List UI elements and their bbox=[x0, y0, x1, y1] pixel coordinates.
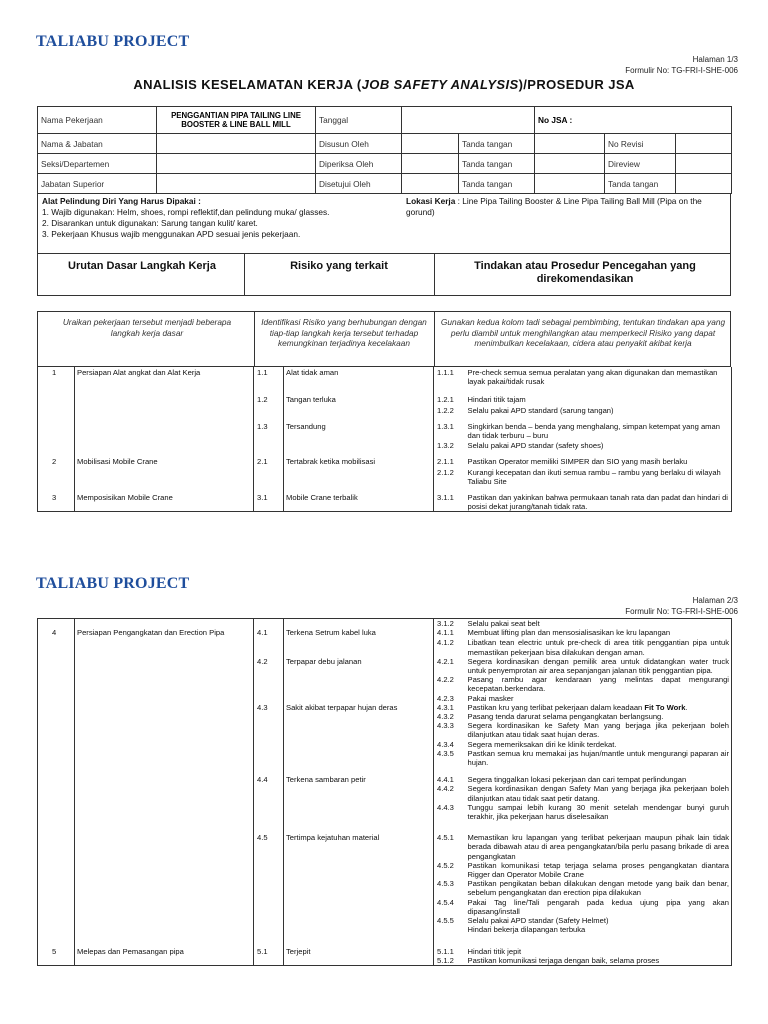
risk-text: Alat tidak aman bbox=[284, 367, 434, 394]
risk-number: 4.3 bbox=[257, 702, 268, 712]
label-no-revisi: No Revisi bbox=[605, 134, 676, 154]
step-number bbox=[38, 898, 75, 916]
risk-text: Terkena sambaran petir bbox=[284, 775, 434, 784]
step-text bbox=[75, 740, 254, 749]
risk-text: Tangan terluka bbox=[284, 394, 434, 404]
action-number: 4.4.3 bbox=[437, 802, 454, 812]
action-text: Pastikan komunikasi tetap terjaga selama proses pengangkatan diantara Rigger dan Operator Mobile Crane bbox=[467, 860, 729, 880]
action-number: 4.5.2 bbox=[437, 860, 454, 870]
diperiksa-value bbox=[402, 154, 459, 174]
action-text: Hindari titik tajam bbox=[467, 395, 526, 405]
table-row bbox=[38, 803, 732, 833]
step-text bbox=[75, 394, 254, 404]
tanggal-value bbox=[402, 107, 535, 134]
step-number: 3 bbox=[52, 493, 57, 503]
label-no-jsa: No JSA : bbox=[535, 107, 732, 134]
step-number bbox=[38, 394, 75, 404]
title-emphasis: JOB SAFETY ANALYSIS bbox=[361, 77, 519, 92]
risk-number bbox=[254, 898, 284, 916]
action-number: 1.3.2 bbox=[437, 441, 454, 451]
table-row bbox=[38, 440, 732, 456]
seksi-value bbox=[157, 154, 316, 174]
apd-item: 1. Wajib digunakan: Helm, shoes, rompi reflektif,dan pelindung muka/ glasses. bbox=[42, 207, 330, 217]
risk-text: Tersandung bbox=[284, 421, 434, 440]
step-text bbox=[75, 421, 254, 440]
risk-number bbox=[254, 916, 284, 925]
action-text: Pasang tenda darurat selama pengangkatan berlangsung. bbox=[467, 712, 664, 722]
action-number: 4.3.2 bbox=[437, 712, 454, 722]
step-number bbox=[38, 925, 75, 946]
table-row bbox=[38, 749, 732, 775]
action-number: 1.2.1 bbox=[437, 395, 454, 405]
disusun-value bbox=[402, 134, 459, 154]
action-text: Kurangi kecepatan dan ikuti semua rambu – rambu yang berlaku di wilayah Taliabu Site bbox=[467, 467, 721, 486]
risk-text: Terpapar debu jalanan bbox=[284, 657, 434, 675]
jsa-table-page-1 bbox=[37, 367, 732, 512]
risk-text bbox=[284, 619, 434, 629]
page-number: Halaman 2/3 bbox=[692, 596, 738, 605]
step-text bbox=[75, 879, 254, 897]
lokasi-kerja bbox=[406, 196, 728, 218]
risk-number bbox=[254, 467, 284, 492]
step-number: 1 bbox=[52, 368, 57, 377]
step-text bbox=[75, 694, 254, 703]
desc-col-3: Gunakan kedua kolom tadi sebagai pembimbing, tentukan tindakan apa yang perlu diambil untuk menghilangkan atau memperkecil Risiko yang dapat menimbulkan kecelakaan, cidera atau penyakit akibat kerja bbox=[440, 317, 726, 348]
label-disusun: Disusun Oleh bbox=[316, 134, 402, 154]
disetujui-value bbox=[402, 174, 459, 194]
no-revisi-value bbox=[676, 134, 732, 154]
action-text: Membuat lifting plan dan mensosialisasikan ke kru lapangan bbox=[467, 628, 671, 638]
action-number bbox=[434, 925, 466, 946]
risk-text bbox=[284, 898, 434, 916]
description-header bbox=[37, 311, 731, 367]
risk-number bbox=[254, 740, 284, 749]
table-row bbox=[38, 740, 732, 749]
table-row bbox=[38, 619, 732, 629]
table-row bbox=[38, 721, 732, 739]
label-tanda-tangan-2: Tanda tangan bbox=[459, 154, 535, 174]
risk-text bbox=[284, 956, 434, 966]
action-text: Pastikan komunikasi terjaga dengan baik, selama proses bbox=[467, 955, 660, 965]
action-number: 4.3.1 bbox=[437, 702, 454, 712]
action-text: Singkirkan benda – benda yang menghalang, simpan ketempat yang aman dan tidak terburu – buru bbox=[467, 421, 720, 441]
label-tanggal: Tanggal bbox=[316, 107, 402, 134]
risk-number bbox=[254, 784, 284, 802]
risk-text bbox=[284, 694, 434, 703]
action-text: Pasang rambu agar kendaraan yang melintas dapat mengurangi kecepatan.berkendara. bbox=[467, 675, 729, 694]
table-row bbox=[38, 712, 732, 721]
action-number: 4.5.1 bbox=[437, 833, 454, 843]
step-number: 4 bbox=[52, 628, 57, 638]
action-number: 1.2.2 bbox=[437, 405, 454, 415]
risk-number: 1.2 bbox=[257, 395, 268, 405]
risk-number bbox=[254, 712, 284, 721]
action-text: Selalu pakai APD standard (sarung tangan) bbox=[467, 405, 614, 415]
table-row bbox=[38, 861, 732, 879]
step-number bbox=[38, 421, 75, 440]
risk-number bbox=[254, 749, 284, 775]
step-col-3: Tindakan atau Prosedur Pencegahan yang direkomendasikan bbox=[474, 260, 696, 285]
table-row bbox=[38, 405, 732, 421]
action-text: Segera kordinasikan dengan Safety Man yang berjaga jika pekerjaan boleh dilanjutkan atau tidak saat petir datang. bbox=[467, 784, 729, 803]
step-text: Mobilisasi Mobile Crane bbox=[75, 456, 254, 466]
apd-list bbox=[42, 196, 402, 240]
risk-text: Tertimpa kejatuhan material bbox=[284, 833, 434, 861]
action-number: 4.5.5 bbox=[437, 916, 454, 926]
tanda-tangan-3-value bbox=[535, 174, 605, 194]
table-row bbox=[38, 925, 732, 946]
table-row bbox=[38, 703, 732, 712]
risk-text bbox=[284, 925, 434, 946]
action-text: Segera kordinasikan dengan pemilik area untuk didatangkan water truck untuk penyemprotan air area sepanjangan jalanan titik penggantian pipa. bbox=[467, 656, 729, 676]
table-row bbox=[38, 916, 732, 925]
table-row bbox=[38, 421, 732, 440]
step-number bbox=[38, 405, 75, 421]
step-number: 2 bbox=[52, 457, 57, 467]
step-number bbox=[38, 879, 75, 897]
step-text bbox=[75, 784, 254, 802]
label-tanda-tangan-3: Tanda tangan bbox=[459, 174, 535, 194]
step-col-2: Risiko yang terkait bbox=[290, 260, 388, 272]
action-number: 2.1.2 bbox=[437, 467, 454, 477]
action-text: Selalu pakai seat belt bbox=[467, 619, 540, 628]
apd-item: 2. Disarankan untuk digunakan: Sarung tangan kulit/ karet. bbox=[42, 218, 258, 228]
risk-text bbox=[284, 440, 434, 456]
risk-text: Sakit akibat terpapar hujan deras bbox=[284, 703, 434, 712]
risk-text bbox=[284, 740, 434, 749]
risk-number bbox=[254, 694, 284, 703]
action-text: Pakai Tag line/Tali pengarah pada kedua ujung pipa yang akan dipasang/install bbox=[467, 897, 729, 916]
action-text: Segera kordinasikan ke Safety Man yang berjaga jika pekerjaan boleh dilanjutkan atau tidak saat hujan deras. bbox=[467, 721, 729, 740]
risk-number: 4.4 bbox=[257, 775, 268, 785]
risk-number bbox=[254, 638, 284, 656]
action-number: 4.1.2 bbox=[437, 638, 454, 648]
step-number bbox=[38, 749, 75, 775]
step-number bbox=[38, 675, 75, 693]
step-text bbox=[75, 467, 254, 492]
risk-number: 4.5 bbox=[257, 833, 268, 843]
page-meta bbox=[625, 595, 738, 617]
step-text bbox=[75, 712, 254, 721]
action-text: Pastikan dan yakinkan bahwa permukaan tanah rata dan padat dan hindari di posisi dekat jurang/tanah tidak rata. bbox=[467, 493, 728, 512]
step-number bbox=[38, 861, 75, 879]
risk-text bbox=[284, 638, 434, 656]
nama-jabatan-value bbox=[157, 134, 316, 154]
step-number bbox=[38, 467, 75, 492]
risk-number bbox=[254, 803, 284, 833]
step-number bbox=[38, 712, 75, 721]
form-number: Formulir No: TG-FRI-I-SHE-006 bbox=[625, 66, 738, 75]
step-number bbox=[38, 638, 75, 656]
direview-value bbox=[676, 154, 732, 174]
risk-number bbox=[254, 721, 284, 739]
nama-pekerjaan-value: PENGGANTIAN PIPA TAILING LINE BOOSTER & LINE BALL MILL bbox=[157, 107, 316, 134]
step-text: Persiapan Alat angkat dan Alat Kerja bbox=[75, 367, 254, 394]
step-number bbox=[38, 440, 75, 456]
risk-number bbox=[254, 619, 284, 629]
step-text bbox=[75, 703, 254, 712]
risk-text: Terjepit bbox=[284, 947, 434, 956]
risk-number: 3.1 bbox=[257, 493, 268, 503]
risk-text bbox=[284, 405, 434, 421]
table-row bbox=[38, 956, 732, 966]
risk-number bbox=[254, 879, 284, 897]
risk-text bbox=[284, 861, 434, 879]
action-text: Segera memeriksakan diri ke klinik terdekat. bbox=[467, 739, 617, 749]
step-text bbox=[75, 775, 254, 784]
table-row bbox=[38, 657, 732, 675]
label-tanda-tangan-4: Tanda tangan bbox=[605, 174, 676, 194]
lokasi-value: : Line Pipa Tailing Booster & Line Pipa Tailing Ball Mill (Pipa on the gorund) bbox=[406, 196, 702, 217]
risk-number bbox=[254, 861, 284, 879]
table-row bbox=[38, 367, 732, 394]
step-text: Memposisikan Mobile Crane bbox=[75, 492, 254, 512]
table-row bbox=[38, 467, 732, 492]
risk-text bbox=[284, 712, 434, 721]
step-text bbox=[75, 916, 254, 925]
label-tanda-tangan-1: Tanda tangan bbox=[459, 134, 535, 154]
step-text bbox=[75, 833, 254, 861]
action-text: Pastkan semua kru memakai jas hujan/mantle untuk mengurangi paparan air hujan. bbox=[467, 748, 729, 768]
action-text: Hindari bekerja dilapangan terbuka bbox=[467, 925, 586, 935]
lokasi-label: Lokasi Kerja bbox=[406, 196, 456, 206]
risk-text bbox=[284, 749, 434, 775]
risk-number: 1.1 bbox=[257, 368, 268, 377]
tanda-tangan-2-value bbox=[535, 154, 605, 174]
action-text: Tunggu sampai lebih kurang 30 menit setelah mendengar bunyi guruh terakhir, jika pekerjaan harus diselesaikan bbox=[467, 802, 729, 822]
tanda-tangan-1-value bbox=[535, 134, 605, 154]
step-text bbox=[75, 657, 254, 675]
action-text: Selalu pakai APD standar (safety shoes) bbox=[467, 441, 604, 451]
action-number: 2.1.1 bbox=[437, 457, 454, 467]
desc-col-2: Identifikasi Risiko yang berhubungan dengan tiap-tiap langkah kerja tersebut terhadap kemungkinan terjadinya kecelakaan bbox=[261, 317, 427, 348]
step-text: Persiapan Pengangkatan dan Erection Pipa bbox=[75, 628, 254, 638]
step-text bbox=[75, 440, 254, 456]
step-text bbox=[75, 925, 254, 946]
step-number bbox=[38, 784, 75, 802]
risk-text: Terkena Setrum kabel luka bbox=[284, 628, 434, 638]
table-row bbox=[38, 394, 732, 404]
apd-title: Alat Pelindung Diri Yang Harus Dipakai : bbox=[42, 196, 201, 206]
step-number bbox=[38, 956, 75, 966]
risk-number bbox=[254, 925, 284, 946]
action-number: 5.1.1 bbox=[437, 946, 454, 956]
jabatan-superior-value bbox=[157, 174, 316, 194]
label-nama-pekerjaan: Nama Pekerjaan bbox=[38, 107, 157, 134]
action-number: 1.3.1 bbox=[437, 421, 454, 431]
step-number bbox=[38, 803, 75, 833]
step-text bbox=[75, 675, 254, 693]
step-number bbox=[38, 740, 75, 749]
step-number bbox=[38, 694, 75, 703]
action-text: Pastikan kru yang terlibat pekerjaan dalam keadaan Fit To Work. bbox=[467, 702, 688, 712]
label-disetujui: Disetujui Oleh bbox=[316, 174, 402, 194]
action-number: 4.1.1 bbox=[437, 628, 454, 638]
step-number bbox=[38, 833, 75, 861]
step-text bbox=[75, 861, 254, 879]
action-text: Selalu pakai APD standar (Safety Helmet) bbox=[467, 916, 609, 926]
action-text: Pre-check semua semua peralatan yang akan digunakan dan memastikan layak pakai/tidak rusak bbox=[467, 368, 718, 387]
step-text bbox=[75, 405, 254, 421]
action-number: 4.2.3 bbox=[437, 693, 454, 703]
risk-number bbox=[254, 405, 284, 421]
table-row bbox=[38, 628, 732, 638]
step-number bbox=[38, 916, 75, 925]
action-number: 4.2.1 bbox=[437, 656, 454, 666]
fit-to-work-emphasis: Fit To Work bbox=[644, 702, 686, 712]
action-number: 3.1.1 bbox=[437, 493, 454, 503]
table-row bbox=[38, 638, 732, 656]
risk-text bbox=[284, 879, 434, 897]
label-direview: Direview bbox=[605, 154, 676, 174]
table-row bbox=[38, 675, 732, 693]
tanda-tangan-4-value bbox=[676, 174, 732, 194]
table-row bbox=[38, 694, 732, 703]
risk-text bbox=[284, 916, 434, 925]
table-row bbox=[38, 775, 732, 784]
action-number: 4.5.4 bbox=[437, 897, 454, 907]
risk-number bbox=[254, 440, 284, 456]
action-number: 5.1.2 bbox=[437, 955, 454, 965]
step-text bbox=[75, 619, 254, 629]
label-seksi: Seksi/Departemen bbox=[38, 154, 157, 174]
step-text bbox=[75, 956, 254, 966]
page-number: Halaman 1/3 bbox=[692, 55, 738, 64]
step-text bbox=[75, 749, 254, 775]
action-number: 3.1.2 bbox=[437, 619, 454, 628]
risk-number bbox=[254, 675, 284, 693]
table-row bbox=[38, 492, 732, 512]
risk-number: 2.1 bbox=[257, 457, 268, 467]
table-row bbox=[38, 784, 732, 802]
project-title: TALIABU PROJECT bbox=[36, 575, 190, 592]
risk-text: Mobile Crane terbalik bbox=[284, 492, 434, 512]
risk-text bbox=[284, 784, 434, 802]
action-number: 4.2.2 bbox=[437, 675, 454, 685]
action-number: 4.4.2 bbox=[437, 784, 454, 794]
step-number bbox=[38, 721, 75, 739]
table-row bbox=[38, 456, 732, 466]
table-row bbox=[38, 898, 732, 916]
step-number: 5 bbox=[52, 946, 57, 956]
form-number: Formulir No: TG-FRI-I-SHE-006 bbox=[625, 607, 738, 616]
label-jabatan-superior: Jabatan Superior bbox=[38, 174, 157, 194]
risk-text bbox=[284, 721, 434, 739]
apd-section bbox=[37, 193, 731, 254]
risk-text bbox=[284, 803, 434, 833]
action-text: Pastikan pengikatan beban dilakukan dengan metode yang baik dan benar, sebelum pengangkatan dan erection pipa dilakukan bbox=[467, 879, 729, 898]
action-text: Hindari titik jepit bbox=[467, 946, 522, 956]
step-number bbox=[38, 703, 75, 712]
action-text: Pastikan Operator memiliki SIMPER dan SIO yang masih berlaku bbox=[467, 457, 688, 467]
document-title: ANALISIS KESELAMATAN KERJA (JOB SAFETY ANALYSIS)/PROSEDUR JSA bbox=[133, 77, 635, 92]
risk-text bbox=[284, 675, 434, 693]
step-header bbox=[37, 254, 731, 296]
risk-number: 1.3 bbox=[257, 421, 268, 431]
step-number bbox=[38, 619, 75, 629]
action-text: Pakai masker bbox=[467, 693, 514, 703]
action-number: 4.3.5 bbox=[437, 748, 454, 758]
jsa-table-page-2 bbox=[37, 618, 732, 966]
action-text: Memastikan kru lapangan yang terlibat pekerjaan maupun pihak lain tidak berada dibawah atau di area pengangkatan/bila perlu pasang brikade di area pengangkatan bbox=[467, 833, 729, 861]
risk-number: 5.1 bbox=[257, 946, 268, 956]
action-number: 4.5.3 bbox=[437, 879, 454, 889]
desc-col-1: Uraikan pekerjaan tersebut menjadi beberapa langkah kerja dasar bbox=[62, 317, 232, 338]
action-number: 4.3.3 bbox=[437, 721, 454, 731]
step-col-1: Urutan Dasar Langkah Kerja bbox=[68, 260, 216, 272]
project-title: TALIABU PROJECT bbox=[36, 33, 190, 50]
risk-number: 4.1 bbox=[257, 628, 268, 638]
table-row bbox=[38, 879, 732, 897]
table-row bbox=[38, 947, 732, 956]
header-table bbox=[37, 106, 732, 194]
risk-text bbox=[284, 467, 434, 492]
action-number: 4.3.4 bbox=[437, 739, 454, 749]
risk-text: Tertabrak ketika mobilisasi bbox=[284, 456, 434, 466]
action-number: 4.4.1 bbox=[437, 775, 454, 785]
step-text: Melepas dan Pemasangan pipa bbox=[75, 947, 254, 956]
page-meta bbox=[625, 54, 738, 76]
step-text bbox=[75, 638, 254, 656]
action-text: Libatkan tean electric untuk pre-check di area titik penggantian pipa untuk memastikan pekerjaan bisa dilakukan dengan aman. bbox=[467, 638, 729, 657]
step-text bbox=[75, 721, 254, 739]
step-number bbox=[38, 775, 75, 784]
action-number: 1.1.1 bbox=[437, 368, 454, 377]
risk-number: 4.2 bbox=[257, 656, 268, 666]
table-row bbox=[38, 833, 732, 861]
step-text bbox=[75, 898, 254, 916]
action-text: Segera tinggalkan lokasi pekerjaan dan cari tempat perlindungan bbox=[467, 775, 687, 785]
label-diperiksa: Diperiksa Oleh bbox=[316, 154, 402, 174]
step-number bbox=[38, 657, 75, 675]
risk-number bbox=[254, 956, 284, 966]
step-text bbox=[75, 803, 254, 833]
label-nama-jabatan: Nama & Jabatan bbox=[38, 134, 157, 154]
apd-item: 3. Pekerjaan Khusus wajib menggunakan APD sesuai jenis pekerjaan. bbox=[42, 229, 301, 239]
